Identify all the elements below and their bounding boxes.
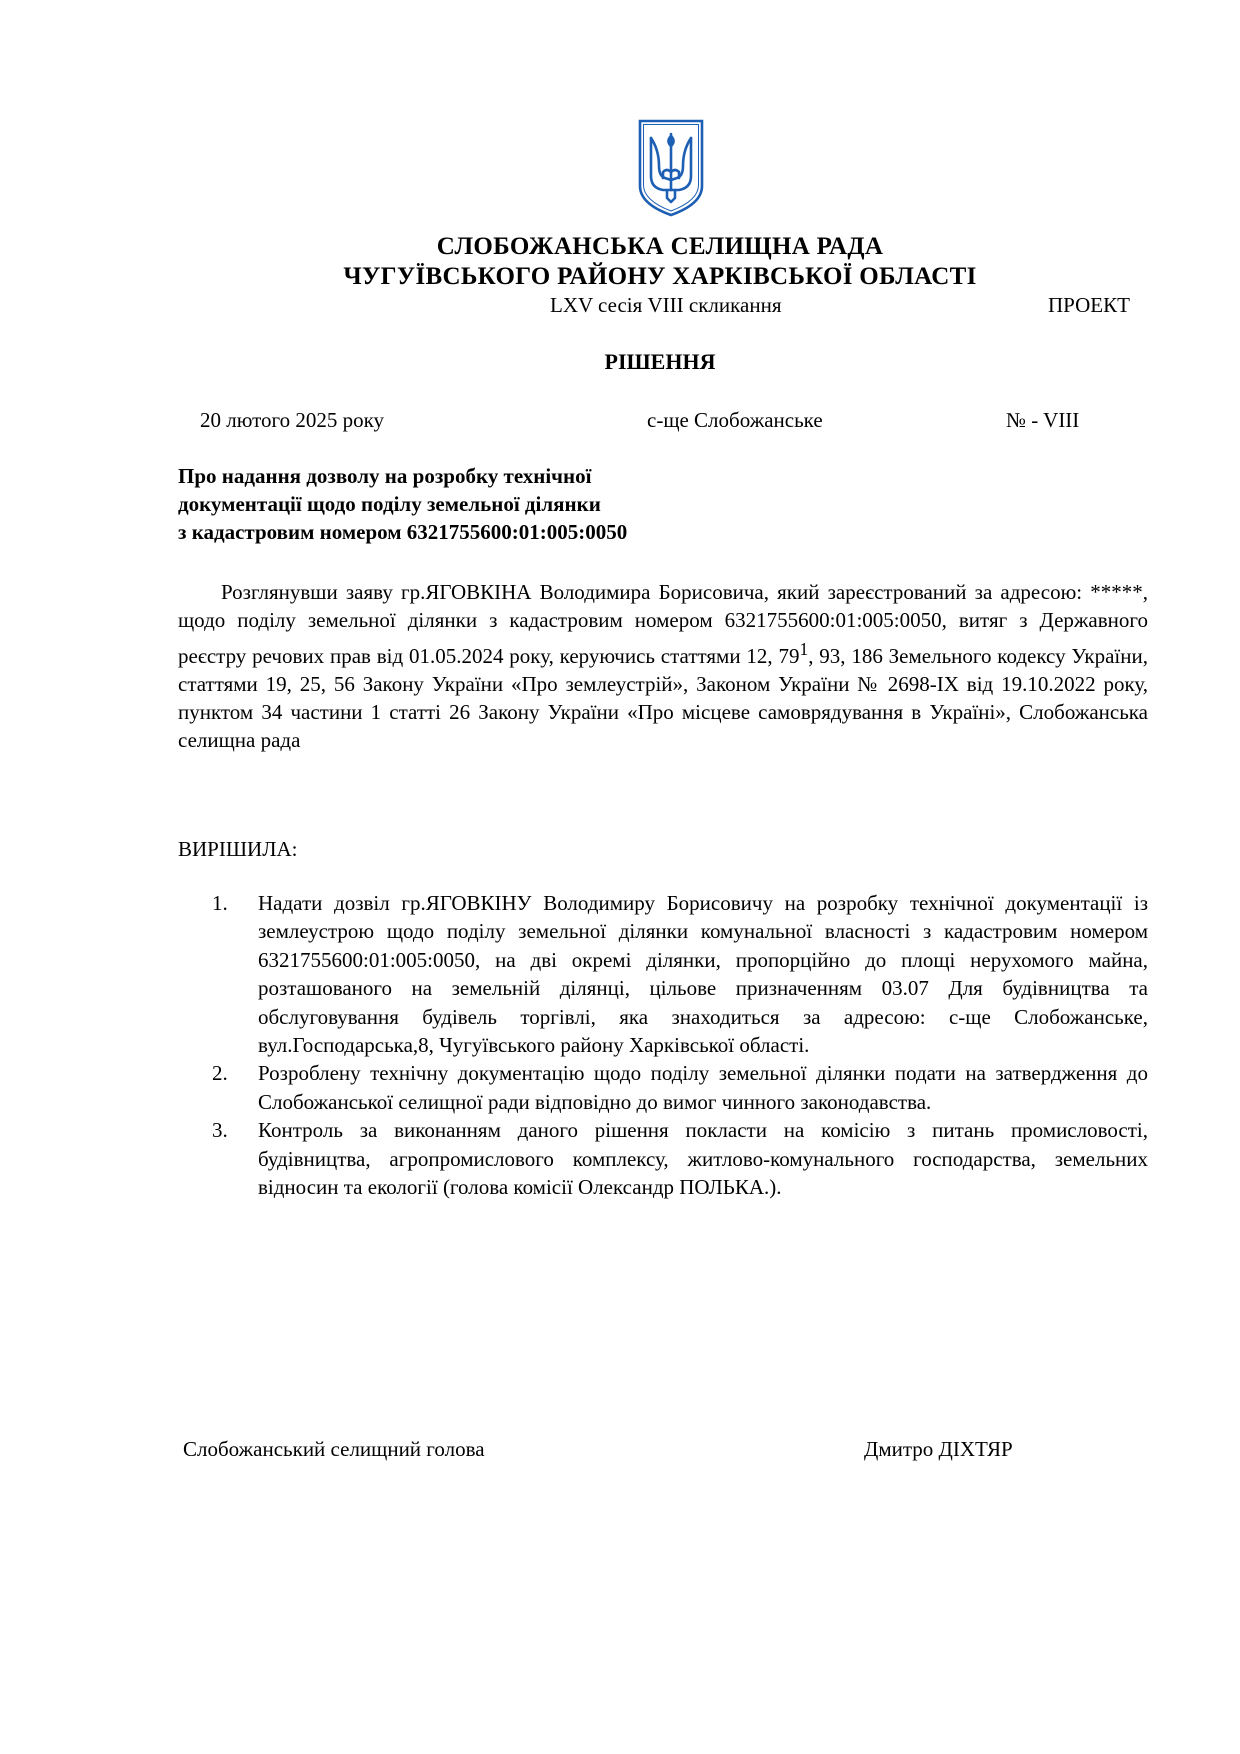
council-name-line2: ЧУГУЇВСЬКОГО РАЙОНУ ХАРКІВСЬКОЇ ОБЛАСТІ: [343, 263, 977, 290]
decision-date: 20 лютого 2025 року: [200, 408, 385, 432]
preamble-text: Розглянувши заяву гр.ЯГОВКІНА Володимира Борисовича, який зареєстрований за адресою: *****, щодо поділу земельної ділянки з кадастровим номером 6321755600:01:005:0050, витяг з Державного реєстру речових прав від 01.05.2024 року, керуючись статтями 12, 79: [178, 580, 1148, 668]
preamble-text-continued: , 93, 186 Земельного кодексу України, статтями 19, 25, 56 Закону України «Про землеустрій», Законом України № 2698-IX від 19.10.2022 року, пунктом 34 частини 1 статті 26 Закону України «Про місцеве самоврядування в Україні», Слобожанська селищна рада: [178, 643, 1148, 753]
decision-subject: [178, 462, 878, 546]
subject-line: документації щодо поділу земельної ділянки: [178, 492, 601, 516]
document-title: РІШЕННЯ: [604, 349, 716, 374]
decision-item: [178, 889, 1148, 1059]
preamble-paragraph: [178, 578, 1148, 755]
decision-item-number: 1.: [212, 891, 228, 915]
decision-number: № - VIII: [1006, 408, 1080, 432]
decision-item-text: Контроль за виконанням даного рішення покласти на комісію з питань промисловості, будівництва, агропромислового комплексу, житлово-комунального господарства, земельних відносин та екології (голова комісії Олександр ПОЛЬКА.).: [258, 1118, 1148, 1200]
decision-item-number: 2.: [212, 1061, 228, 1086]
decision-item-number: 3.: [212, 1118, 228, 1143]
tryzub-emblem-svg: [637, 118, 705, 218]
decision-item-text: Надати дозвіл гр.ЯГОВКІНУ Володимиру Борисовичу на розробку технічної документації із землеустрою щодо поділу земельної ділянки комунальної власності з кадастровим номером 6321755600:01:005:0050, на дві окремі ділянки, пропорційно до площі нерухомого майна, розташованого на земельній ділянці, цільове призначенням 03.07 Для будівництва та обслуговування будівель торгівлі, яка знаходиться за адресою: с-ще Слобожанське, вул.Господарська,8, Чугуївського району Харківської області.: [258, 891, 1148, 1058]
subject-line: Про надання дозволу на розробку технічної: [178, 464, 592, 488]
subject-line: з кадастровим номером 6321755600:01:005:0050: [178, 520, 628, 544]
council-name-line1: СЛОБОЖАНСЬКА СЕЛИЩНА РАДА: [436, 233, 884, 260]
decision-item: [178, 1059, 1148, 1116]
draft-label: ПРОЕКТ: [1048, 293, 1130, 317]
decision-place: с-ще Слобожанське: [647, 408, 823, 432]
signatory-position: Слобожанський селищний голова: [183, 1437, 485, 1461]
signatory-name: Дмитро ДІХТЯР: [864, 1437, 1013, 1461]
decision-list: [178, 889, 1148, 1201]
article-superscript: 1: [799, 638, 809, 659]
session-info: LXV сесія VIII скликання: [550, 293, 782, 317]
decision-item-text: Розроблену технічну документацію щодо поділу земельної ділянки подати на затвердження до Слобожанської селищної ради відповідно до вимог чинного законодавства.: [258, 1061, 1148, 1114]
coat-of-arms-icon: [637, 118, 705, 218]
decided-label: ВИРІШИЛА:: [178, 837, 298, 861]
decision-item: [178, 1116, 1148, 1201]
